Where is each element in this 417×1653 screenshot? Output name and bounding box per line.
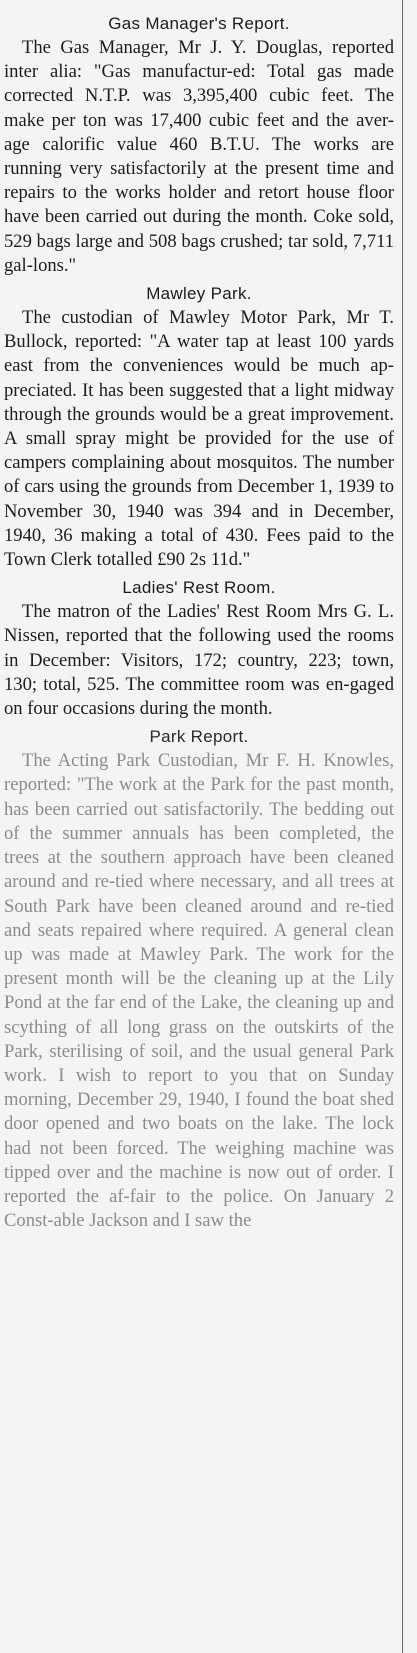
section-heading: Gas Manager's Report.	[108, 14, 290, 33]
park-report-section	[4, 727, 394, 1233]
ladies-rest-room-section	[4, 578, 394, 721]
section-heading: Ladies' Rest Room.	[122, 578, 276, 598]
section-body: The Acting Park Custodian, Mr F. H. Knowles, reported: "The work at the Park for the past month, has been carried out satisfactorily. The bedding out of the summer annuals has been completed, the trees at the southern approach have been cleaned around and re-tied where necessary, and all trees at South Park have been cleaned around and re-tied and seats repaired where required. A general clean up was made at Mawley Park. The work for the present month will be the cleaning up at the Lily Pond at the far end of the Lake, the cleaning up and scything of all long grass on the outskirts of the Park, sterilising of soil, and the usual general Park work. I wish to report to you that on Sunday morning, December 29, 1940, I found the boat shed door opened and two boats on the lake. The lock had not been forced. The weighing machine was tipped over and the machine is now out of order. I reported the af-fair to the police. On January 2 Const-able Jackson and I saw the	[4, 750, 394, 1232]
section-body: The matron of the Ladies' Rest Room Mrs G. L. Nissen, reported that the following used the rooms in December: Visitors, 172; country, 223; town, 130; total, 525. The committee room was en-gaged on four occasions during the month.	[4, 601, 394, 720]
section-body: The Gas Manager, Mr J. Y. Douglas, reported inter alia: "Gas manufactur-ed: Total gas made corrected N.T.P. was 3,395,400 cubic feet. The make per ton was 17,400 cubic feet and the aver-age calorific value 460 B.T.U. The works are running very satisfactorily at the present time and repairs to the works holder and retort house floor have been carried out during the month. Coke sold, 529 bags large and 508 bags crushed; tar sold, 7,711 gal-lons."	[4, 37, 394, 276]
gas-manager-section	[4, 14, 394, 278]
mawley-park-section	[4, 284, 394, 572]
column-rule	[402, 0, 403, 1653]
section-heading: Park Report.	[149, 727, 249, 747]
section-heading: Mawley Park.	[146, 284, 252, 304]
section-body: The custodian of Mawley Motor Park, Mr T. Bullock, reported: "A water tap at least 100 yards east from the conveniences would be much ap-preciated. It has been suggested that a light midway through the grounds would be a great improvement. A small spray might be provided for the use of campers complaining about mosquitos. The number of cars using the grounds from December 1, 1939 to November 30, 1940 was 394 and in December, 1940, 36 making a total of 430. Fees paid to the Town Clerk totalled £90 2s 11d."	[4, 307, 394, 571]
